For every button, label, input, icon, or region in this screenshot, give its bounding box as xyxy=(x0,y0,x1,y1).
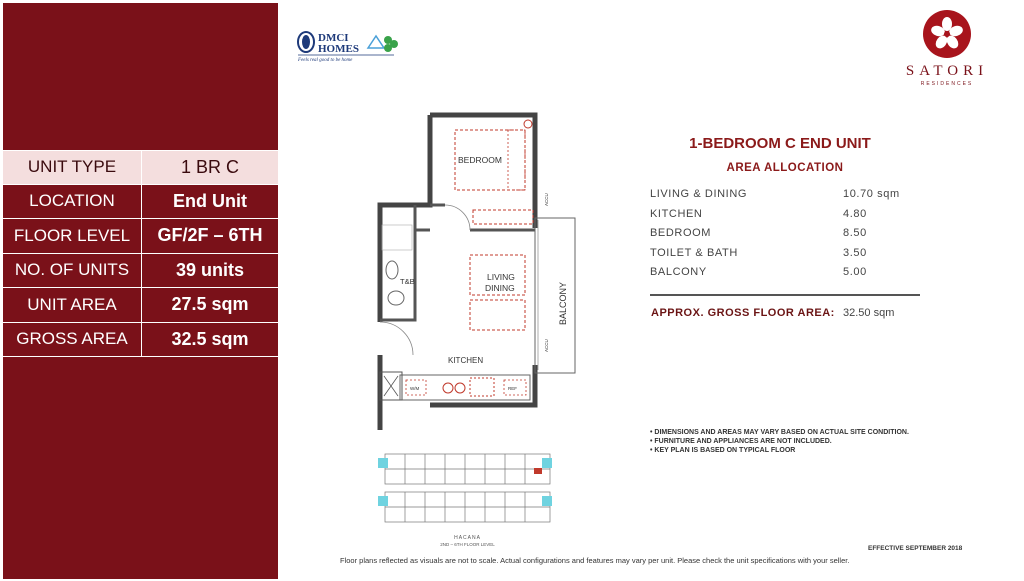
plan-label-accu-upper: ACCU xyxy=(544,193,549,206)
area-row xyxy=(650,264,920,284)
plan-label-tb: T&B xyxy=(400,277,415,286)
note-item: • KEY PLAN IS BASED ON TYPICAL FLOOR xyxy=(650,447,796,454)
keyplan-floors: 2ND – 6TH FLOOR LEVEL xyxy=(440,542,495,547)
gross-floor-area-value: 32.50 sqm xyxy=(843,307,895,319)
area-allocation-title: AREA ALLOCATION xyxy=(726,162,844,174)
spec-value: 1 BR C xyxy=(142,151,278,184)
plan-label-kitchen: KITCHEN xyxy=(448,356,484,365)
effective-date: EFFECTIVE SEPTEMBER 2018 xyxy=(868,545,963,552)
area-allocation-list xyxy=(650,186,920,284)
area-row xyxy=(650,225,920,245)
area-row xyxy=(650,206,920,226)
divider xyxy=(650,294,920,296)
area-value: 8.50 xyxy=(843,227,867,240)
sakura-emblem-icon xyxy=(890,8,1004,63)
spec-label: LOCATION xyxy=(3,185,142,219)
plan-label-wm: W/M xyxy=(410,386,420,391)
plan-label-bedroom: BEDROOM xyxy=(458,155,502,165)
spec-row-gross-area xyxy=(3,323,278,358)
spec-row-unit-type xyxy=(3,150,278,185)
area-value: 5.00 xyxy=(843,266,867,279)
spec-row-unit-area xyxy=(3,288,278,323)
area-name: TOILET & BATH xyxy=(650,246,738,259)
plan-label-ref: REF xyxy=(508,386,517,391)
dmci-wordmark xyxy=(318,33,359,55)
dmci-homes-logo xyxy=(296,28,400,68)
area-name: KITCHEN xyxy=(650,207,703,220)
spec-value: 32.5 sqm xyxy=(171,328,249,349)
residences-wordmark: RESIDENCES xyxy=(920,81,974,87)
area-value: 4.80 xyxy=(843,207,867,220)
plan-label-dining: DINING xyxy=(485,283,515,293)
disclaimer: Floor plans reflected as visuals are not to scale. Actual configurations and features may vary per unit. Please check the unit specifications with your seller. xyxy=(340,556,850,565)
plan-label-balcony: BALCONY xyxy=(558,281,568,325)
spec-label: UNIT TYPE xyxy=(3,151,142,184)
area-row xyxy=(650,186,920,206)
spec-row-floor-level xyxy=(3,219,278,254)
spec-value: 27.5 sqm xyxy=(171,294,249,315)
area-value: 10.70 sqm xyxy=(843,188,900,200)
spec-label: NO. OF UNITS xyxy=(3,254,142,288)
spec-table xyxy=(3,150,278,357)
spec-value: 39 units xyxy=(175,259,245,280)
gross-floor-area-label: APPROX. GROSS FLOOR AREA: xyxy=(651,307,835,319)
satori-logo xyxy=(890,8,1010,93)
spec-value: End Unit xyxy=(173,190,247,211)
homes-name: HOMES xyxy=(318,43,359,55)
spec-label: GROSS AREA xyxy=(3,323,142,357)
notes xyxy=(650,428,909,455)
area-name: LIVING & DINING xyxy=(650,188,748,200)
spec-label: UNIT AREA xyxy=(3,288,142,322)
plan-label-living: LIVING xyxy=(487,272,515,282)
area-row xyxy=(650,245,920,265)
spec-row-location xyxy=(3,185,278,220)
area-name: BALCONY xyxy=(650,266,707,279)
dmci-tagline: Feels real good to be home xyxy=(298,58,353,63)
spec-label: FLOOR LEVEL xyxy=(3,219,142,253)
spec-value: GF/2F – 6TH xyxy=(157,225,263,246)
spec-row-units xyxy=(3,254,278,289)
note-item: • DIMENSIONS AND AREAS MAY VARY BASED ON ACTUAL SITE CONDITION. xyxy=(650,429,909,436)
unit-title: 1-BEDROOM C END UNIT xyxy=(689,135,871,152)
note-item: • FURNITURE AND APPLIANCES ARE NOT INCLUDED. xyxy=(650,438,832,445)
satori-wordmark: SATORI xyxy=(905,63,989,79)
area-value: 3.50 xyxy=(843,246,867,259)
area-name: BEDROOM xyxy=(650,227,712,240)
floor-plan xyxy=(370,110,580,435)
key-plan xyxy=(370,448,565,548)
keyplan-name: HACANA xyxy=(454,535,481,541)
dmci-name: DMCI xyxy=(318,32,349,44)
spec-panel xyxy=(3,3,278,579)
plan-label-accu-lower: ACCU xyxy=(544,339,549,352)
